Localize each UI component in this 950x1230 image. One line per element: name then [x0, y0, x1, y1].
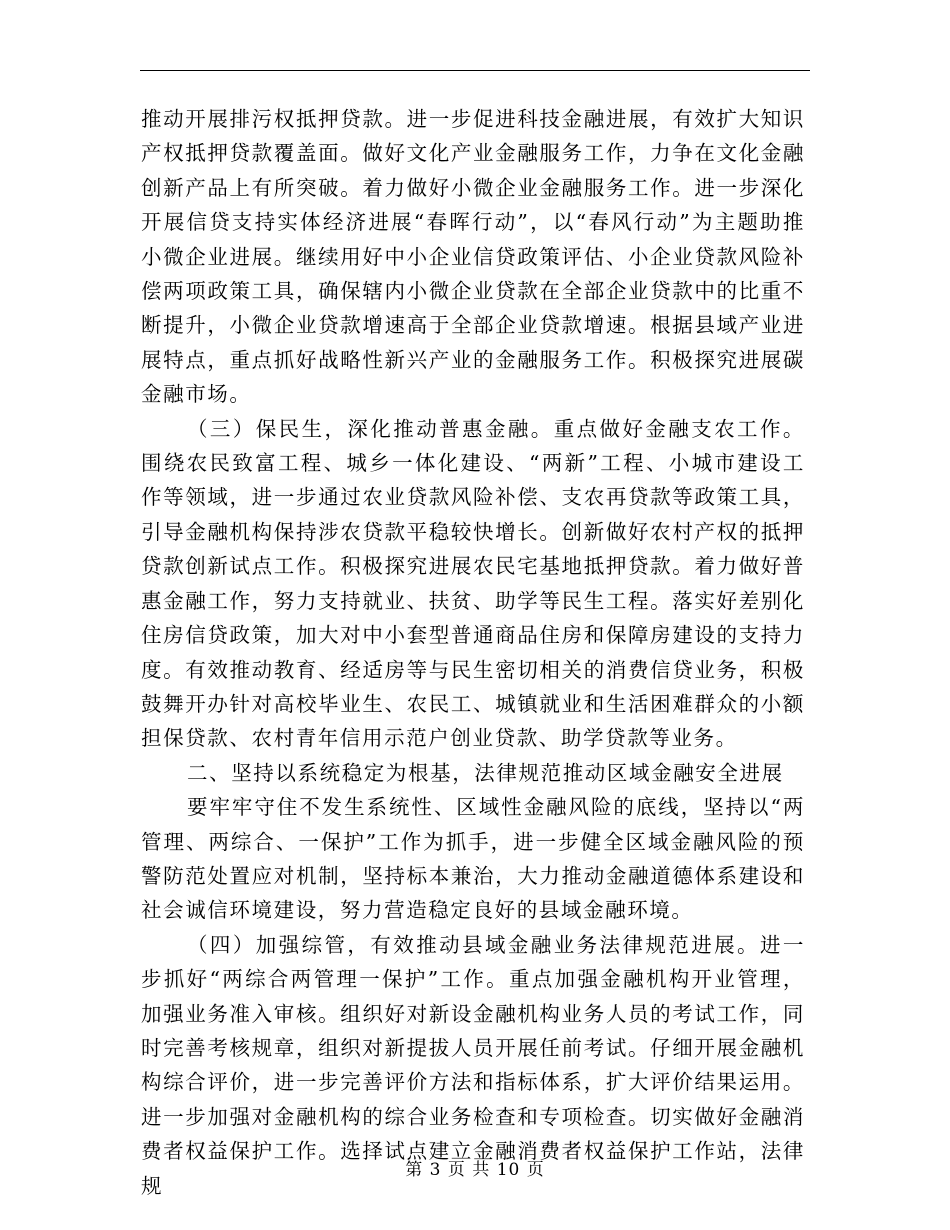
paragraph-section-two-intro: 要牢牢守住不发生系统性、区域性金融风险的底线，坚持以“两管理、两综合、一保护”工作为抓手，进一步健全区域金融风险的预警防范处置应对机制，坚持标本兼治，大力推动金融道德体系建设和社会诚信环境建设，努力营造稳定良好的县域金融环境。 [141, 795, 805, 923]
paragraph-section-four: （四）加强综管，有效推动县域金融业务法律规范进展。进一步抓好“两综合两管理一保护”工作。重点加强金融机构开业管理，加强业务准入审核。组织好对新设金融机构业务人员的考试工作，同时完善考核规章，组织对新提拔人员开展任前考试。仔细开展金融机构综合评价，进一步完善评价方法和指标体系，扩大评价结果运用。进一步加强对金融机构的综合业务检查和专项检查。切实做好金融消费者权益保护工作。选择试点建立金融消费者权益保护工作站，法律规 [141, 932, 805, 1198]
document-body [141, 102, 805, 1203]
page-footer: 第 3 页 共 10 页 [405, 1160, 545, 1180]
header-rule [140, 70, 810, 71]
paragraph-continuation: 推动开展排污权抵押贷款。进一步促进科技金融进展，有效扩大知识产权抵押贷款覆盖面。做好文化产业金融服务工作，力争在文化金融创新产品上有所突破。着力做好小微企业金融服务工作。进一步深化开展信贷支持实体经济进展“春晖行动”，以“春风行动”为主题助推小微企业进展。继续用好中小企业信贷政策评估、小企业贷款风险补偿两项政策工具，确保辖内小微企业贷款在全部企业贷款中的比重不断提升，小微企业贷款增速高于全部企业贷款增速。根据县域产业进展特点，重点抓好战略性新兴产业的金融服务工作。积极探究进展碳金融市场。 [141, 107, 805, 407]
section-heading-two: 二、坚持以系统稳定为根基，法律规范推动区域金融安全进展 [187, 760, 784, 785]
paragraph-section-three: （三）保民生，深化推动普惠金融。重点做好金融支农工作。围绕农民致富工程、城乡一体化建设、“两新”工程、小城市建设工作等领域，进一步通过农业贷款风险补偿、支农再贷款等政策工具，引导金融机构保持涉农贷款平稳较快增长。创新做好农村产权的抵押贷款创新试点工作。积极探究进展农民宅基地抵押贷款。着力做好普惠金融工作，努力支持就业、扶贫、助学等民生工程。落实好差别化住房信贷政策，加大对中小套型普通商品住房和保障房建设的支持力度。有效推动教育、经适房等与民生密切相关的消费信贷业务，积极鼓舞开办针对高校毕业生、农民工、城镇就业和生活困难群众的小额担保贷款、农村青年信用示范户创业贷款、助学贷款等业务。 [141, 416, 805, 751]
